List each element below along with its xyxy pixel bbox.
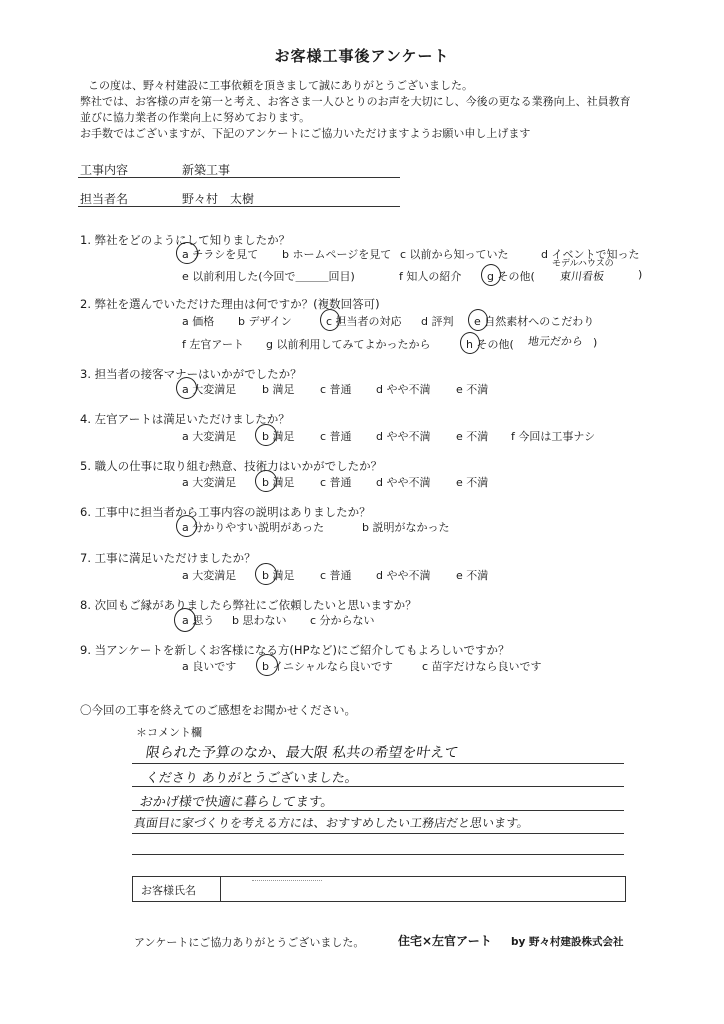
staff-underline (78, 206, 400, 207)
q1-opt-b: b ホームページを見て (282, 248, 392, 261)
q7-opt-e: e 不満 (456, 569, 489, 582)
customer-name-redacted (252, 880, 322, 887)
q2-opt-h-close: ) (593, 336, 598, 349)
work-label: 工事内容 (80, 163, 129, 177)
q2-opt-g: g 以前利用してみてよかったから (266, 338, 431, 351)
q1-circle-a (176, 242, 198, 264)
q4-opt-d: d やや不満 (376, 430, 431, 443)
q2-circle-e (468, 309, 488, 331)
q2-circle-h (460, 332, 480, 354)
q1-opt-g: g その他( (487, 270, 535, 283)
q3-opt-d: d やや不満 (376, 383, 431, 396)
q7-circle-b (255, 563, 277, 585)
q4-circle-b (255, 424, 277, 446)
q4-opt-f: f 今回は工事ナシ (511, 430, 596, 443)
q7-opt-a: a 大変満足 (182, 569, 237, 582)
customer-name-label: お客様氏名 (141, 884, 196, 897)
q1-opt-c: c 以前から知っていた (400, 248, 509, 261)
q5-opt-c: c 普通 (320, 476, 352, 489)
q4-opt-b: b 満足 (262, 430, 295, 443)
q5-opt-a: a 大変満足 (182, 476, 237, 489)
intro-line-3: 並びに協力業者の作業向上に努めております。 (80, 111, 311, 124)
q7-opt-b: b 満足 (262, 569, 295, 582)
q9-opt-b: b イニシャルなら良いです (262, 660, 393, 673)
q2-opt-h: h その他( (466, 338, 514, 351)
q3-opt-b: b 満足 (262, 383, 295, 396)
q2-handwritten-note: 地元だから (527, 335, 584, 348)
q2-circle-c (320, 309, 340, 331)
q1-opt-a: a チラシを見て (182, 248, 259, 261)
comment-text-2: くださり ありがとうございました。 (144, 771, 359, 786)
survey-title: お客様工事後アンケート (274, 47, 450, 65)
comment-line-4 (132, 833, 624, 834)
q1-opt-f: f 知人の紹介 (399, 270, 462, 283)
q4-text: 4. 左官アートは満足いただけましたか？ (80, 412, 290, 426)
q2-opt-e: e 自然素材へのこだわり (474, 315, 595, 328)
intro-line-1: この度は、野々村建設に工事依頼を頂きまして誠にありがとうございました。 (88, 79, 473, 92)
q2-text: 2. 弊社を選んでいただけた理由は何ですか？(複数回答可) (80, 297, 380, 311)
q3-opt-a: a 大変満足 (182, 383, 237, 396)
q3-circle-a (176, 377, 197, 399)
q5-text: 5. 職人の仕事に取り組む熱意、技術力はいかがでしたか？ (80, 459, 383, 473)
q1-opt-g-close: ) (638, 268, 643, 281)
q8-opt-b: b 思わない (232, 614, 287, 627)
staff-label: 担当者名 (80, 192, 129, 206)
q4-opt-a: a 大変満足 (182, 430, 237, 443)
q1-handwritten-note: モデルハウスの (552, 259, 614, 269)
q2-opt-d: d 評判 (421, 315, 454, 328)
q1-opt-d: d イベントで知った (541, 248, 640, 261)
comment-line-2 (132, 786, 624, 787)
comment-line-3 (132, 810, 624, 811)
q1-text: 1. 弊社をどのようにして知りましたか？ (80, 233, 291, 247)
q6-circle-a (176, 515, 197, 537)
q4-opt-e: e 不満 (456, 430, 489, 443)
q3-opt-c: c 普通 (320, 383, 352, 396)
staff-value: 野々村 太樹 (182, 192, 255, 206)
comment-text-1: 限られた予算のなか、最大限 私共の希望を叶えて (144, 745, 460, 761)
comment-line-5 (132, 854, 624, 855)
footer-brand: 住宅×左官アート (398, 934, 492, 948)
q1-opt-e: e 以前利用した(今回で＿＿＿回目) (182, 270, 355, 283)
q6-opt-b: b 説明がなかった (362, 521, 450, 534)
q2-opt-c: c 担当者の対応 (326, 315, 402, 328)
q6-text: 6. 工事中に担当者から工事内容の説明はありましたか？ (80, 505, 371, 519)
q5-circle-b (255, 470, 277, 492)
q9-opt-c: c 苗字だけなら良いです (422, 660, 542, 673)
q2-opt-b: b デザイン (238, 315, 292, 328)
q2-opt-f: f 左官アート (182, 338, 245, 351)
q1-handwritten-note-2: 東川看板 (559, 270, 605, 283)
comment-line-1 (132, 763, 624, 764)
q3-text: 3. 担当者の接客マナーはいかがでしたか？ (80, 367, 302, 381)
comment-text-3: おかげ様で快適に暮らしてます。 (138, 795, 335, 810)
footer-company: by 野々村建設株式会社 (511, 936, 624, 948)
q9-circle-b (256, 654, 278, 676)
q6-opt-a: a 分かりやすい説明があった (182, 521, 325, 534)
q7-opt-d: d やや不満 (376, 569, 431, 582)
q3-opt-e: e 不満 (456, 383, 489, 396)
q8-opt-c: c 分からない (310, 614, 375, 627)
work-underline (78, 177, 400, 178)
q8-text: 8. 次回もご縁がありましたら弊社にご依頼したいと思いますか？ (80, 598, 417, 612)
customer-name-divider (220, 876, 221, 902)
q1-circle-g (481, 264, 501, 286)
impression-prompt: 〇今回の工事を終えてのご感想をお聞かせください。 (80, 703, 356, 717)
intro-line-2: 弊社では、お客様の声を第一と考え、お客さま一人ひとりのお声を大切にし、今後の更なる業務向上、社員教育 (80, 95, 631, 108)
comment-text-4: 真面目に家づくりを考える方には、おすすめしたい工務店だと思います。 (132, 816, 531, 830)
intro-line-4: お手数ではございますが、下記のアンケートにご協力いただけますようお願い申し上げます (80, 127, 531, 140)
q8-circle-a (174, 608, 196, 632)
q8-opt-a: a 思う (182, 614, 215, 627)
q5-opt-e: e 不満 (456, 476, 489, 489)
q9-opt-a: a 良いです (182, 660, 237, 673)
footer-thanks: アンケートにご協力ありがとうございました。 (134, 936, 365, 949)
q4-opt-c: c 普通 (320, 430, 352, 443)
work-value: 新築工事 (182, 163, 231, 177)
comment-label: ＊コメント欄 (136, 726, 202, 739)
q5-opt-d: d やや不満 (376, 476, 431, 489)
customer-name-box (132, 876, 626, 902)
q7-opt-c: c 普通 (320, 569, 352, 582)
q7-text: 7. 工事に満足いただけましたか？ (80, 551, 256, 565)
q5-opt-b: b 満足 (262, 476, 295, 489)
q2-opt-a: a 価格 (182, 315, 215, 328)
q9-text: 9. 当アンケートを新しくお客様になる方(HPなど)にご紹介してもよろしいですか？ (80, 643, 510, 657)
